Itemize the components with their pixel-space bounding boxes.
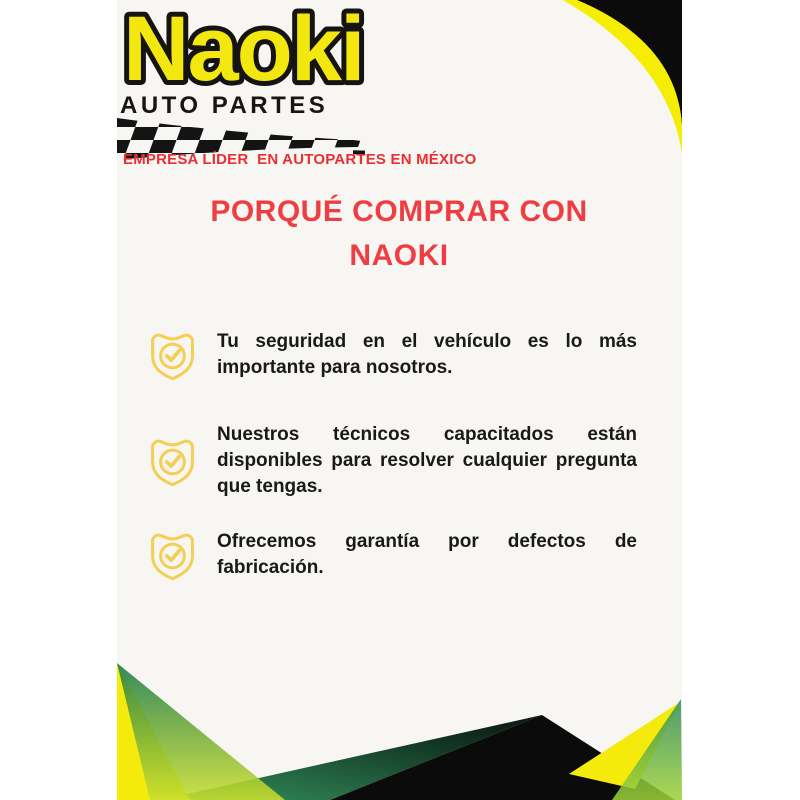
poster-content	[117, 0, 682, 800]
brand-subtitle: AUTO PARTES	[120, 92, 329, 119]
brand-logo	[117, 0, 407, 100]
benefit-row-garantia	[145, 526, 645, 584]
shield-check-icon	[145, 432, 200, 490]
brand-logo-text: Naoki	[123, 0, 364, 100]
benefit-text: Nuestros técnicos capacitados están disponibles para resolver cualquier pregunta que tengas.	[217, 424, 637, 497]
brand-tagline: EMPRESA LÍDER EN AUTOPARTES EN MÉXICO	[123, 151, 477, 168]
corner-decoration-top-right	[452, 0, 682, 165]
benefit-row-tecnicos	[145, 422, 645, 500]
benefit-text: Ofrecemos garantía por defectos de fabricación.	[217, 531, 637, 578]
shield-check-icon	[145, 526, 200, 584]
benefit-row-seguridad	[145, 326, 645, 384]
shield-check-icon	[145, 326, 200, 384]
page-title: PORQUÉ COMPRAR CON NAOKI	[210, 195, 588, 272]
benefit-text: Tu seguridad en el vehículo es lo más importante para nosotros.	[217, 331, 637, 378]
bottom-decoration	[117, 660, 682, 800]
